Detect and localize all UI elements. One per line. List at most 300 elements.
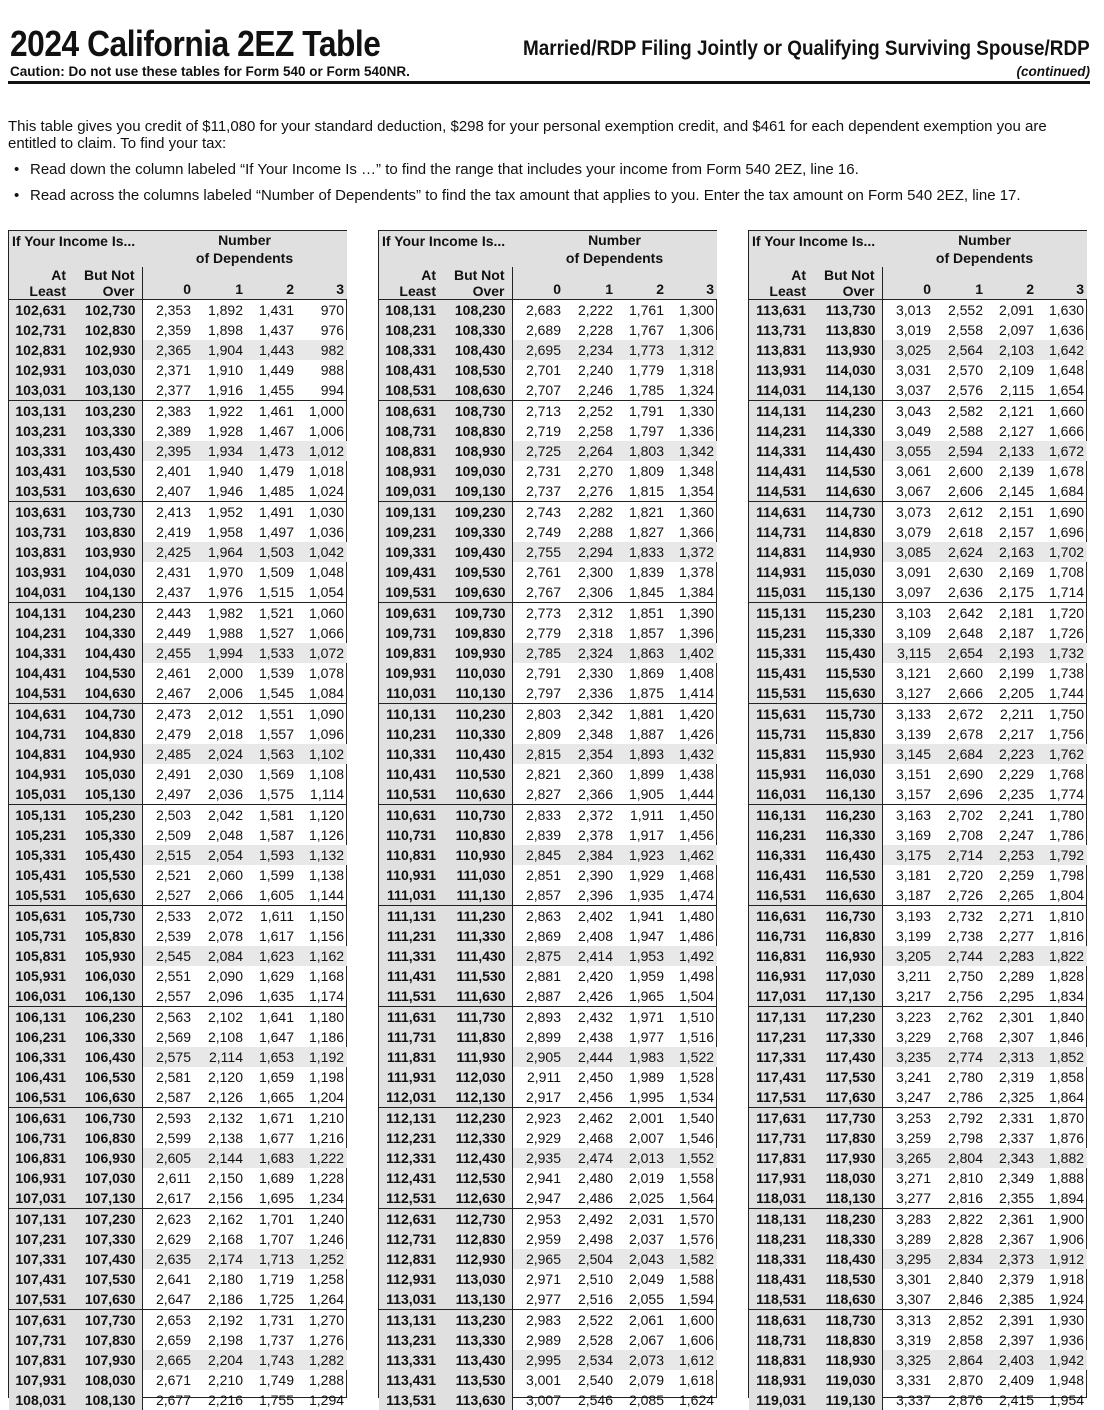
dependents-2-header: 2 [246,267,297,300]
table-row [749,300,1087,321]
but-not-over-cell: 114,330 [813,421,882,441]
dependents-0-header: 0 [882,267,934,300]
dependents-0-header: 0 [512,267,564,300]
tax-1-dependent-cell: 2,678 [947,726,983,742]
but-not-over-cell: 105,630 [73,885,142,906]
but-not-over-cell: 107,530 [73,1269,142,1289]
table-row [379,1108,717,1129]
tax-3-dependents-cell: 1,312 [667,340,717,360]
tax-0-dependents-cell: 2,911 [527,1069,561,1085]
at-least-cell: 108,231 [379,320,443,340]
tax-2-dependents-cell: 1,665 [258,1089,294,1105]
tax-1-dependent-cell: 2,708 [947,827,983,843]
at-least-cell: 114,731 [749,522,813,542]
but-not-over-cell: 112,130 [443,1087,512,1108]
at-least-cell: 114,031 [749,380,813,401]
table-row [749,1310,1087,1331]
tax-3-dependents-cell: 1,468 [679,867,715,883]
tax-2-dependents-cell: 1,875 [628,685,664,701]
tax-0-dependents-cell: 3,013 [895,302,931,318]
dependents-header-line1: Number [588,232,641,248]
tax-2-dependents-cell: 1,545 [258,685,294,701]
tax-0-dependents-cell: 2,653 [142,1310,194,1331]
tax-2-dependents-cell: 1,821 [616,502,667,523]
tax-3-dependents-cell: 1,462 [667,845,717,865]
at-least-cell: 106,031 [9,986,73,1007]
at-least-cell: 109,931 [379,663,443,683]
tax-2-dependents-cell: 2,109 [998,362,1034,378]
tax-0-dependents-cell: 2,719 [525,423,561,439]
tax-0-dependents-cell: 2,689 [525,322,561,338]
tax-1-dependent-cell: 2,078 [207,928,243,944]
at-least-cell: 103,231 [9,421,73,441]
tax-0-dependents-cell: 2,971 [525,1271,561,1287]
but-not-over-cell: 104,330 [73,623,142,643]
tax-1-dependent-cell: 2,738 [947,928,983,944]
tax-0-dependents-cell: 2,545 [142,946,194,966]
tax-0-dependents-cell: 2,629 [155,1231,191,1247]
tax-3-dependents-cell: 1,810 [1037,906,1087,927]
tax-1-dependent-cell: 2,330 [577,665,613,681]
tax-2-dependents-cell: 2,151 [986,502,1037,523]
tax-1-dependent-cell: 2,288 [577,524,613,540]
tax-1-dependent-cell: 2,348 [577,726,613,742]
tax-0-dependents-cell: 2,755 [512,542,564,562]
tax-3-dependents-cell: 1,354 [679,483,715,499]
table-row [9,865,347,885]
tax-1-dependent-cell: 1,928 [207,423,243,439]
tax-0-dependents-cell: 3,277 [895,1190,931,1206]
tax-2-dependents-cell: 1,551 [246,704,297,725]
at-least-cell: 107,931 [9,1370,73,1390]
at-least-cell: 115,331 [749,643,813,663]
tax-0-dependents-cell: 2,857 [525,887,561,903]
tax-3-dependents-cell: 1,060 [297,603,347,624]
table-row [379,704,717,725]
tax-0-dependents-cell: 2,851 [525,867,561,883]
at-least-cell: 103,131 [9,401,73,422]
tax-0-dependents-cell: 2,377 [155,382,191,398]
tax-1-dependent-cell: 2,696 [947,786,983,802]
tax-3-dependents-cell: 1,288 [309,1372,345,1388]
tax-3-dependents-cell: 1,816 [1049,928,1085,944]
tax-2-dependents-cell: 2,379 [998,1271,1034,1287]
at-least-line2: Least [769,283,806,299]
but-not-over-cell: 112,930 [443,1249,512,1269]
at-least-cell: 116,631 [749,906,813,927]
at-least-cell: 112,331 [379,1148,443,1168]
table-row [749,946,1087,966]
but-not-over-cell: 103,030 [73,360,142,380]
table-row [749,562,1087,582]
tax-3-dependents-cell: 1,510 [667,1007,717,1028]
tax-0-dependents-cell: 2,455 [142,643,194,663]
tax-0-dependents-cell: 3,001 [525,1372,561,1388]
but-not-over-cell: 118,830 [813,1330,882,1350]
but-not-over-cell: 111,730 [443,1007,512,1028]
tax-1-dependent-cell: 2,060 [207,867,243,883]
tax-0-dependents-cell: 2,983 [512,1310,564,1331]
but-not-over-cell: 114,230 [813,401,882,422]
tax-2-dependents-cell: 2,199 [998,665,1034,681]
tax-1-dependent-cell: 2,456 [577,1089,613,1105]
tax-0-dependents-cell: 3,337 [895,1392,931,1408]
tax-3-dependents-cell: 1,696 [1049,524,1085,540]
tax-0-dependents-cell: 2,605 [142,1148,194,1168]
but-not-over-cell: 108,830 [443,421,512,441]
tax-2-dependents-cell: 1,659 [258,1069,294,1085]
but-not-over-cell: 104,230 [73,603,142,624]
table-row [379,784,717,805]
tax-1-dependent-cell: 2,144 [194,1148,246,1168]
tax-2-dependents-cell: 1,431 [258,302,294,318]
dependents-0-header: 0 [142,267,194,300]
at-least-cell: 108,831 [379,441,443,461]
tax-0-dependents-cell: 3,241 [895,1069,931,1085]
tax-3-dependents-cell: 1,018 [309,463,345,479]
tax-0-dependents-cell: 2,599 [155,1130,191,1146]
but-not-over-cell: 111,130 [443,885,512,906]
but-not-over-cell: 114,030 [813,360,882,380]
tax-0-dependents-cell: 2,791 [525,665,561,681]
tax-1-dependent-cell: 2,036 [207,786,243,802]
table-row [749,340,1087,360]
table-row [379,986,717,1007]
tax-0-dependents-cell: 3,091 [895,564,931,580]
tax-0-dependents-cell: 3,151 [895,766,931,782]
tax-0-dependents-cell: 3,199 [895,928,931,944]
at-least-cell: 111,731 [379,1027,443,1047]
tax-1-dependent-cell: 2,204 [194,1350,246,1370]
tax-3-dependents-cell: 1,774 [1049,786,1085,802]
tax-0-dependents-cell: 3,253 [882,1108,934,1129]
tax-1-dependent-cell: 2,318 [577,625,613,641]
tax-2-dependents-cell: 2,145 [998,483,1034,499]
tax-2-dependents-cell: 2,217 [998,726,1034,742]
tax-2-dependents-cell: 2,295 [998,988,1034,1004]
tax-3-dependents-cell: 1,210 [297,1108,347,1129]
table-row [9,1229,347,1249]
tax-0-dependents-cell: 3,223 [882,1007,934,1028]
but-not-over-cell: 114,630 [813,481,882,502]
tax-0-dependents-cell: 2,389 [155,423,191,439]
tax-3-dependents-cell: 1,054 [309,584,345,600]
tax-2-dependents-cell: 1,671 [246,1108,297,1129]
at-least-cell: 110,231 [379,724,443,744]
tax-3-dependents-cell: 1,336 [679,423,715,439]
tax-3-dependents-cell: 1,078 [309,665,345,681]
tax-2-dependents-cell: 2,067 [628,1332,664,1348]
at-least-cell: 105,131 [9,805,73,826]
tax-3-dependents-cell: 1,600 [667,1310,717,1331]
at-least-cell: 109,731 [379,623,443,643]
at-least-cell: 110,331 [379,744,443,764]
tax-1-dependent-cell: 2,618 [947,524,983,540]
tax-0-dependents-cell: 2,479 [155,726,191,742]
tax-1-dependent-cell: 2,522 [564,1310,616,1331]
tax-3-dependents-cell: 1,414 [679,685,715,701]
at-least-cell: 104,531 [9,683,73,704]
but-not-over-cell: 108,530 [443,360,512,380]
table-row [9,724,347,744]
tax-1-dependent-cell: 1,898 [207,322,243,338]
tax-2-dependents-cell: 1,485 [258,483,294,499]
tax-0-dependents-cell: 3,061 [895,463,931,479]
table-row [9,320,347,340]
but-not-over-line2: Over [472,283,505,299]
tax-3-dependents-cell: 988 [320,362,345,378]
but-not-over-cell: 108,730 [443,401,512,422]
tax-0-dependents-cell: 2,461 [155,665,191,681]
tax-1-dependent-cell: 2,438 [577,1029,613,1045]
tax-1-dependent-cell: 2,354 [564,744,616,764]
tax-0-dependents-cell: 2,509 [155,827,191,843]
tax-2-dependents-cell: 1,449 [258,362,294,378]
table-row [9,1209,347,1230]
at-least-cell: 103,931 [9,562,73,582]
tax-2-dependents-cell: 2,259 [998,867,1034,883]
table-row [749,643,1087,663]
tax-1-dependent-cell: 1,916 [207,382,243,398]
tax-2-dependents-cell: 1,701 [246,1209,297,1230]
tax-2-dependents-cell: 2,211 [986,704,1037,725]
tax-1-dependent-cell: 2,258 [577,423,613,439]
tax-3-dependents-cell: 1,840 [1037,1007,1087,1028]
tax-3-dependents-cell: 1,300 [679,302,715,318]
at-least-cell: 105,231 [9,825,73,845]
tax-1-dependent-cell: 2,846 [947,1291,983,1307]
table-row [379,1087,717,1108]
table-row [749,784,1087,805]
but-not-over-line2: Over [102,283,135,299]
but-not-over-cell: 118,430 [813,1249,882,1269]
tax-0-dependents-cell: 2,833 [512,805,564,826]
table-row [9,380,347,401]
table-row [9,1027,347,1047]
at-least-cell: 115,031 [749,582,813,603]
tax-2-dependents-cell: 1,773 [616,340,667,360]
tax-2-dependents-cell: 1,887 [628,726,664,742]
at-least-cell: 106,131 [9,1007,73,1028]
tax-2-dependents-cell: 1,575 [258,786,294,802]
at-least-cell: 106,831 [9,1148,73,1168]
tax-1-dependent-cell: 2,264 [564,441,616,461]
tax-3-dependents-cell: 1,456 [679,827,715,843]
tax-1-dependent-cell: 2,546 [577,1392,613,1408]
tax-2-dependents-cell: 2,163 [986,542,1037,562]
at-least-cell: 117,031 [749,986,813,1007]
but-not-over-cell: 104,530 [73,663,142,683]
but-not-over-cell: 104,130 [73,582,142,603]
tax-2-dependents-cell: 2,283 [986,946,1037,966]
table-row [749,1188,1087,1209]
but-not-over-cell: 107,630 [73,1289,142,1310]
tax-2-dependents-cell: 2,085 [628,1392,664,1408]
at-least-cell: 118,831 [749,1350,813,1370]
at-least-cell: 102,631 [9,300,73,321]
tax-0-dependents-cell: 2,551 [155,968,191,984]
dependents-header-line2: of Dependents [195,250,294,266]
tax-2-dependents-cell: 1,677 [258,1130,294,1146]
but-not-over-cell: 107,830 [73,1330,142,1350]
tax-2-dependents-cell: 1,731 [246,1310,297,1331]
tax-1-dependent-cell: 2,750 [947,968,983,984]
at-least-cell: 118,431 [749,1269,813,1289]
table-row [749,825,1087,845]
tax-1-dependent-cell: 2,174 [194,1249,246,1269]
tax-3-dependents-cell: 1,282 [297,1350,347,1370]
tax-0-dependents-cell: 3,031 [895,362,931,378]
at-least-cell: 117,831 [749,1148,813,1168]
tax-2-dependents-cell: 1,863 [616,643,667,663]
dependents-3-header: 3 [297,267,347,300]
but-not-over-cell: 113,730 [813,300,882,321]
tax-0-dependents-cell: 2,761 [525,564,561,580]
tax-3-dependents-cell: 1,474 [679,887,715,903]
tax-3-dependents-cell: 1,924 [1049,1291,1085,1307]
tax-0-dependents-cell: 2,623 [142,1209,194,1230]
but-not-over-cell: 116,530 [813,865,882,885]
tax-1-dependent-cell: 2,684 [934,744,986,764]
bullet-icon: • [14,187,20,204]
but-not-over-cell: 110,430 [443,744,512,764]
tax-3-dependents-cell: 1,786 [1049,827,1085,843]
tax-3-dependents-cell: 1,048 [309,564,345,580]
but-not-over-cell: 106,530 [73,1067,142,1087]
tax-0-dependents-cell: 2,395 [142,441,194,461]
at-least-cell: 114,131 [749,401,813,422]
tax-1-dependent-cell: 2,816 [947,1190,983,1206]
at-least-cell: 113,031 [379,1289,443,1310]
table-row [749,683,1087,704]
tax-1-dependent-cell: 2,780 [947,1069,983,1085]
tax-2-dependents-cell: 1,953 [616,946,667,966]
tax-0-dependents-cell: 3,217 [895,988,931,1004]
tax-3-dependents-cell: 1,102 [297,744,347,764]
tax-2-dependents-cell: 1,641 [246,1007,297,1028]
at-least-cell: 106,631 [9,1108,73,1129]
tax-0-dependents-cell: 2,731 [525,463,561,479]
at-least-cell: 107,131 [9,1209,73,1230]
tax-1-dependent-cell: 2,528 [577,1332,613,1348]
tax-1-dependent-cell: 2,312 [564,603,616,624]
dependents-header-line1: Number [218,232,271,248]
tax-0-dependents-cell: 2,671 [155,1372,191,1388]
tax-3-dependents-cell: 1,096 [309,726,345,742]
tax-1-dependent-cell: 2,714 [934,845,986,865]
table-row [379,522,717,542]
but-not-over-cell: 111,030 [443,865,512,885]
at-least-cell: 114,531 [749,481,813,502]
tax-1-dependent-cell: 2,384 [564,845,616,865]
tax-3-dependents-cell: 1,372 [667,542,717,562]
tax-2-dependents-cell: 1,983 [616,1047,667,1067]
tax-1-dependent-cell: 2,516 [577,1291,613,1307]
tax-1-dependent-cell: 2,420 [577,968,613,984]
at-least-cell: 105,931 [9,966,73,986]
tax-2-dependents-cell: 1,689 [258,1170,294,1186]
tax-2-dependents-cell: 1,767 [628,322,664,338]
but-not-over-cell: 112,530 [443,1168,512,1188]
tax-1-dependent-cell: 2,834 [934,1249,986,1269]
tax-3-dependents-cell: 1,384 [679,584,715,600]
at-least-cell: 109,431 [379,562,443,582]
tax-0-dependents-cell: 2,407 [155,483,191,499]
but-not-over-cell: 117,030 [813,966,882,986]
but-not-over-cell: 116,730 [813,906,882,927]
but-not-over-cell: 108,130 [73,1390,142,1410]
table-row [9,1269,347,1289]
tax-3-dependents-cell: 1,720 [1037,603,1087,624]
tax-0-dependents-cell: 2,443 [142,603,194,624]
table-row [749,704,1087,725]
tax-3-dependents-cell: 1,936 [1049,1332,1085,1348]
at-least-cell: 103,331 [9,441,73,461]
tax-2-dependents-cell: 1,593 [246,845,297,865]
tax-2-dependents-cell: 2,415 [998,1392,1034,1408]
tax-1-dependent-cell: 2,768 [947,1029,983,1045]
at-least-cell: 118,331 [749,1249,813,1269]
at-least-cell: 107,331 [9,1249,73,1269]
tax-3-dependents-cell: 1,420 [667,704,717,725]
at-least-cell: 111,431 [379,966,443,986]
tax-2-dependents-cell: 1,803 [616,441,667,461]
tax-2-dependents-cell: 2,277 [998,928,1034,944]
tax-3-dependents-cell: 1,324 [679,382,715,398]
bullet-icon: • [14,161,20,178]
table-row [749,1168,1087,1188]
tax-3-dependents-cell: 1,090 [297,704,347,725]
tax-1-dependent-cell: 2,810 [947,1170,983,1186]
at-least-cell: 109,631 [379,603,443,624]
tax-1-dependent-cell: 2,726 [947,887,983,903]
but-not-over-cell: 112,830 [443,1229,512,1249]
tax-3-dependents-cell: 1,132 [297,845,347,865]
at-least-cell: 110,831 [379,845,443,865]
tax-1-dependent-cell: 2,534 [564,1350,616,1370]
dependents-1-header: 1 [564,267,616,300]
table-row [9,1067,347,1087]
tax-3-dependents-cell: 1,204 [309,1089,345,1105]
tax-3-dependents-cell: 1,942 [1037,1350,1087,1370]
tax-1-dependent-cell: 2,804 [934,1148,986,1168]
tax-2-dependents-cell: 1,911 [616,805,667,826]
table-row [749,1148,1087,1168]
but-not-over-cell: 118,130 [813,1188,882,1209]
table-row [379,1370,717,1390]
tax-0-dependents-cell: 2,473 [142,704,194,725]
table-row [379,441,717,461]
tax-2-dependents-cell: 1,989 [628,1069,664,1085]
at-least-cell: 118,231 [749,1229,813,1249]
table-row [9,926,347,946]
tax-2-dependents-cell: 1,455 [258,382,294,398]
tax-3-dependents-cell: 1,864 [1049,1089,1085,1105]
tax-3-dependents-cell: 1,918 [1049,1271,1085,1287]
but-not-over-cell: 118,230 [813,1209,882,1230]
tax-1-dependent-cell: 2,462 [564,1108,616,1129]
at-least-cell: 117,431 [749,1067,813,1087]
tax-2-dependents-cell: 2,139 [998,463,1034,479]
tax-0-dependents-cell: 2,815 [512,744,564,764]
tax-3-dependents-cell: 1,294 [309,1392,345,1408]
but-not-over-cell: 103,830 [73,522,142,542]
tax-2-dependents-cell: 1,947 [628,928,664,944]
at-least-cell: 107,731 [9,1330,73,1350]
tax-0-dependents-cell: 3,169 [895,827,931,843]
tax-2-dependents-cell: 2,031 [616,1209,667,1230]
table-row [379,481,717,502]
